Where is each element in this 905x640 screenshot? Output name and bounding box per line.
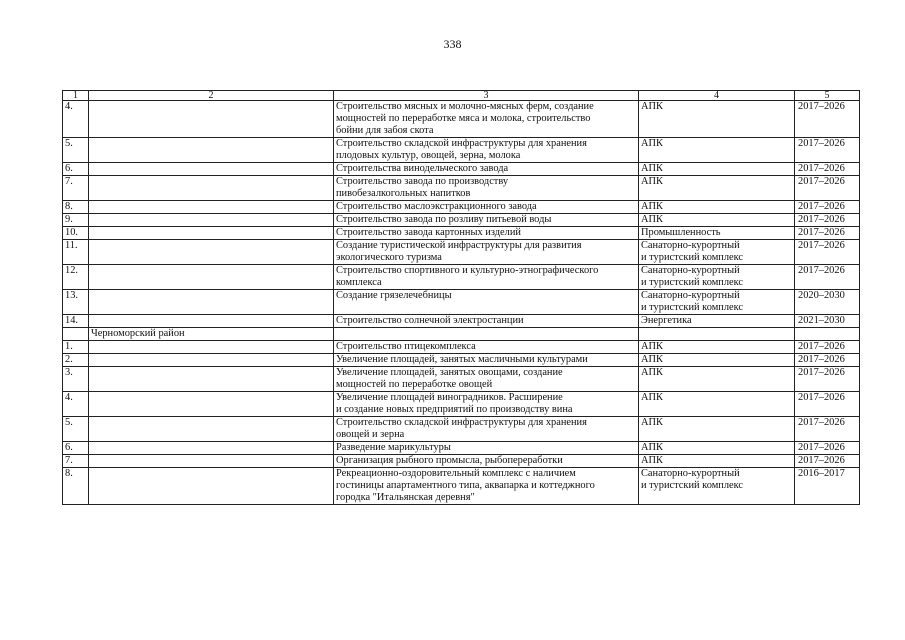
row-number: 5. bbox=[63, 417, 89, 442]
row-number: 7. bbox=[63, 455, 89, 468]
project-name bbox=[334, 201, 639, 214]
table-row bbox=[63, 417, 860, 442]
row-number: 8. bbox=[63, 468, 89, 505]
empty-cell bbox=[89, 392, 334, 417]
implementation-period: 2017–2026 bbox=[795, 341, 860, 354]
project-name-line: Создание туристической инфраструктуры для развития bbox=[336, 240, 582, 251]
sector-line: Санаторно-курортный bbox=[641, 468, 740, 479]
sector-line: АПК bbox=[641, 214, 663, 225]
empty-cell bbox=[334, 328, 639, 341]
column-header-5: 5 bbox=[795, 91, 860, 101]
project-name-line: Строительство завода картонных изделий bbox=[336, 227, 521, 238]
project-name-line: комплекса bbox=[336, 277, 382, 288]
sector-line: Энергетика bbox=[641, 315, 692, 326]
table-row bbox=[63, 227, 860, 240]
empty-cell bbox=[89, 290, 334, 315]
implementation-period: 2017–2026 bbox=[795, 455, 860, 468]
empty-cell bbox=[89, 468, 334, 505]
row-number: 9. bbox=[63, 214, 89, 227]
project-name-line: Организация рыбного промысла, рыбопереработки bbox=[336, 455, 563, 466]
sector-line: Санаторно-курортный bbox=[641, 290, 740, 301]
sector-line: и туристский комплекс bbox=[641, 302, 744, 313]
empty-cell bbox=[89, 265, 334, 290]
sector-line: и туристский комплекс bbox=[641, 252, 744, 263]
sector-line: АПК bbox=[641, 442, 663, 453]
sector bbox=[639, 265, 795, 290]
implementation-period: 2021–2030 bbox=[795, 315, 860, 328]
column-header-2: 2 bbox=[89, 91, 334, 101]
project-name-line: Строительство птицекомплекса bbox=[336, 341, 476, 352]
project-name-line: Строительство солнечной электростанции bbox=[336, 315, 524, 326]
sector-line: АПК bbox=[641, 455, 663, 466]
project-name-line: Строительство маслоэкстракционного завода bbox=[336, 201, 537, 212]
empty-cell bbox=[89, 176, 334, 201]
implementation-period: 2017–2026 bbox=[795, 367, 860, 392]
project-name-line: Увеличение площадей, занятых масличными культурами bbox=[336, 354, 588, 365]
sector-line: и туристский комплекс bbox=[641, 480, 744, 491]
project-name-line: Увеличение площадей виноградников. Расширение bbox=[336, 392, 563, 403]
table-row bbox=[63, 315, 860, 328]
implementation-period: 2017–2026 bbox=[795, 265, 860, 290]
empty-cell bbox=[89, 101, 334, 138]
sector bbox=[639, 455, 795, 468]
project-name bbox=[334, 101, 639, 138]
table-row bbox=[63, 138, 860, 163]
project-name-line: Строительство мясных и молочно-мясных ферм, создание bbox=[336, 101, 594, 112]
project-name bbox=[334, 315, 639, 328]
project-name bbox=[334, 341, 639, 354]
implementation-period: 2016–2017 bbox=[795, 468, 860, 505]
project-name bbox=[334, 227, 639, 240]
table-row bbox=[63, 468, 860, 505]
sector-line: АПК bbox=[641, 201, 663, 212]
sector-line: АПК bbox=[641, 367, 663, 378]
empty-cell bbox=[795, 328, 860, 341]
sector bbox=[639, 201, 795, 214]
empty-cell bbox=[89, 367, 334, 392]
project-name-line: Строительство складской инфраструктуры для хранения bbox=[336, 138, 587, 149]
row-number: 6. bbox=[63, 442, 89, 455]
column-header-1: 1 bbox=[63, 91, 89, 101]
implementation-period: 2020–2030 bbox=[795, 290, 860, 315]
project-name bbox=[334, 163, 639, 176]
sector bbox=[639, 468, 795, 505]
project-name-line: овощей и зерна bbox=[336, 429, 405, 440]
project-name-line: мощностей по переработке овощей bbox=[336, 379, 493, 390]
empty-cell bbox=[63, 328, 89, 341]
implementation-period: 2017–2026 bbox=[795, 201, 860, 214]
project-name bbox=[334, 468, 639, 505]
table-row bbox=[63, 176, 860, 201]
table-row bbox=[63, 265, 860, 290]
district-title: Черноморский район bbox=[89, 328, 334, 341]
row-number: 10. bbox=[63, 227, 89, 240]
row-number: 4. bbox=[63, 101, 89, 138]
row-number: 13. bbox=[63, 290, 89, 315]
table-row bbox=[63, 290, 860, 315]
row-number: 14. bbox=[63, 315, 89, 328]
project-name-line: экологического туризма bbox=[336, 252, 442, 263]
sector bbox=[639, 227, 795, 240]
empty-cell bbox=[89, 341, 334, 354]
implementation-period: 2017–2026 bbox=[795, 417, 860, 442]
project-name-line: Строительство спортивного и культурно-этнографического bbox=[336, 265, 599, 276]
sector bbox=[639, 176, 795, 201]
sector bbox=[639, 138, 795, 163]
row-number: 7. bbox=[63, 176, 89, 201]
project-name bbox=[334, 214, 639, 227]
implementation-period: 2017–2026 bbox=[795, 163, 860, 176]
sector bbox=[639, 367, 795, 392]
project-name-line: Строительство завода по производству bbox=[336, 176, 509, 187]
project-name bbox=[334, 176, 639, 201]
project-name-line: Рекреационно-оздоровительный комплекс с наличием bbox=[336, 468, 576, 479]
sector bbox=[639, 315, 795, 328]
project-name bbox=[334, 417, 639, 442]
row-number: 8. bbox=[63, 201, 89, 214]
table-row bbox=[63, 341, 860, 354]
project-name bbox=[334, 265, 639, 290]
empty-cell bbox=[89, 315, 334, 328]
table-row bbox=[63, 367, 860, 392]
empty-cell bbox=[89, 240, 334, 265]
sector bbox=[639, 240, 795, 265]
sector-line: АПК bbox=[641, 341, 663, 352]
table-row bbox=[63, 455, 860, 468]
project-name-line: и создание новых предприятий по производству вина bbox=[336, 404, 573, 415]
empty-cell bbox=[89, 455, 334, 468]
project-name bbox=[334, 354, 639, 367]
implementation-period: 2017–2026 bbox=[795, 138, 860, 163]
project-name-line: Строительство завода по розливу питьевой воды bbox=[336, 214, 552, 225]
empty-cell bbox=[639, 328, 795, 341]
project-name bbox=[334, 367, 639, 392]
row-number: 1. bbox=[63, 341, 89, 354]
project-name bbox=[334, 442, 639, 455]
sector-line: Санаторно-курортный bbox=[641, 240, 740, 251]
sector bbox=[639, 417, 795, 442]
project-name-line: плодовых культур, овощей, зерна, молока bbox=[336, 150, 521, 161]
empty-cell bbox=[89, 214, 334, 227]
implementation-period: 2017–2026 bbox=[795, 354, 860, 367]
project-name-line: мощностей по переработке мяса и молока, строительство bbox=[336, 113, 591, 124]
district-row bbox=[63, 328, 860, 341]
sector bbox=[639, 163, 795, 176]
project-name-line: Создание грязелечебницы bbox=[336, 290, 452, 301]
sector-line: АПК bbox=[641, 138, 663, 149]
project-name-line: бойни для забоя скота bbox=[336, 125, 434, 136]
implementation-period: 2017–2026 bbox=[795, 240, 860, 265]
sector-line: АПК bbox=[641, 163, 663, 174]
sector bbox=[639, 341, 795, 354]
empty-cell bbox=[89, 442, 334, 455]
project-name bbox=[334, 392, 639, 417]
project-name-line: Строительство складской инфраструктуры для хранения bbox=[336, 417, 587, 428]
implementation-period: 2017–2026 bbox=[795, 101, 860, 138]
row-number: 12. bbox=[63, 265, 89, 290]
project-name bbox=[334, 138, 639, 163]
row-number: 2. bbox=[63, 354, 89, 367]
table-header-row bbox=[63, 91, 860, 101]
sector-line: АПК bbox=[641, 392, 663, 403]
row-number: 3. bbox=[63, 367, 89, 392]
table-row bbox=[63, 101, 860, 138]
row-number: 5. bbox=[63, 138, 89, 163]
row-number: 11. bbox=[63, 240, 89, 265]
project-name bbox=[334, 290, 639, 315]
empty-cell bbox=[89, 227, 334, 240]
empty-cell bbox=[89, 417, 334, 442]
implementation-period: 2017–2026 bbox=[795, 214, 860, 227]
project-name-line: Увеличение площадей, занятых овощами, создание bbox=[336, 367, 563, 378]
empty-cell bbox=[89, 138, 334, 163]
investment-projects-table bbox=[62, 90, 860, 505]
table-row bbox=[63, 392, 860, 417]
empty-cell bbox=[89, 201, 334, 214]
sector bbox=[639, 290, 795, 315]
empty-cell bbox=[89, 354, 334, 367]
row-number: 6. bbox=[63, 163, 89, 176]
sector bbox=[639, 392, 795, 417]
table-row bbox=[63, 201, 860, 214]
page-number: 338 bbox=[443, 37, 462, 51]
table-row bbox=[63, 163, 860, 176]
sector bbox=[639, 101, 795, 138]
column-header-3: 3 bbox=[334, 91, 639, 101]
column-header-4: 4 bbox=[639, 91, 795, 101]
table-row bbox=[63, 354, 860, 367]
project-name-line: городка "Итальянская деревня" bbox=[336, 492, 475, 503]
sector bbox=[639, 214, 795, 227]
row-number: 4. bbox=[63, 392, 89, 417]
project-name-line: Разведение марикультуры bbox=[336, 442, 451, 453]
table-row bbox=[63, 442, 860, 455]
sector bbox=[639, 442, 795, 455]
sector-line: АПК bbox=[641, 354, 663, 365]
implementation-period: 2017–2026 bbox=[795, 176, 860, 201]
table-row bbox=[63, 214, 860, 227]
project-name bbox=[334, 240, 639, 265]
table-row bbox=[63, 240, 860, 265]
sector-line: и туристский комплекс bbox=[641, 277, 744, 288]
project-name bbox=[334, 455, 639, 468]
sector-line: АПК bbox=[641, 417, 663, 428]
sector-line: Санаторно-курортный bbox=[641, 265, 740, 276]
sector-line: Промышленность bbox=[641, 227, 721, 238]
sector bbox=[639, 354, 795, 367]
empty-cell bbox=[89, 163, 334, 176]
implementation-period: 2017–2026 bbox=[795, 442, 860, 455]
implementation-period: 2017–2026 bbox=[795, 227, 860, 240]
project-name-line: гостиницы апартаментного типа, аквапарка и коттеджного bbox=[336, 480, 595, 491]
project-name-line: Строительства винодельческого завода bbox=[336, 163, 509, 174]
project-name-line: пивобезалкогольных напитков bbox=[336, 188, 471, 199]
implementation-period: 2017–2026 bbox=[795, 392, 860, 417]
sector-line: АПК bbox=[641, 101, 663, 112]
sector-line: АПК bbox=[641, 176, 663, 187]
